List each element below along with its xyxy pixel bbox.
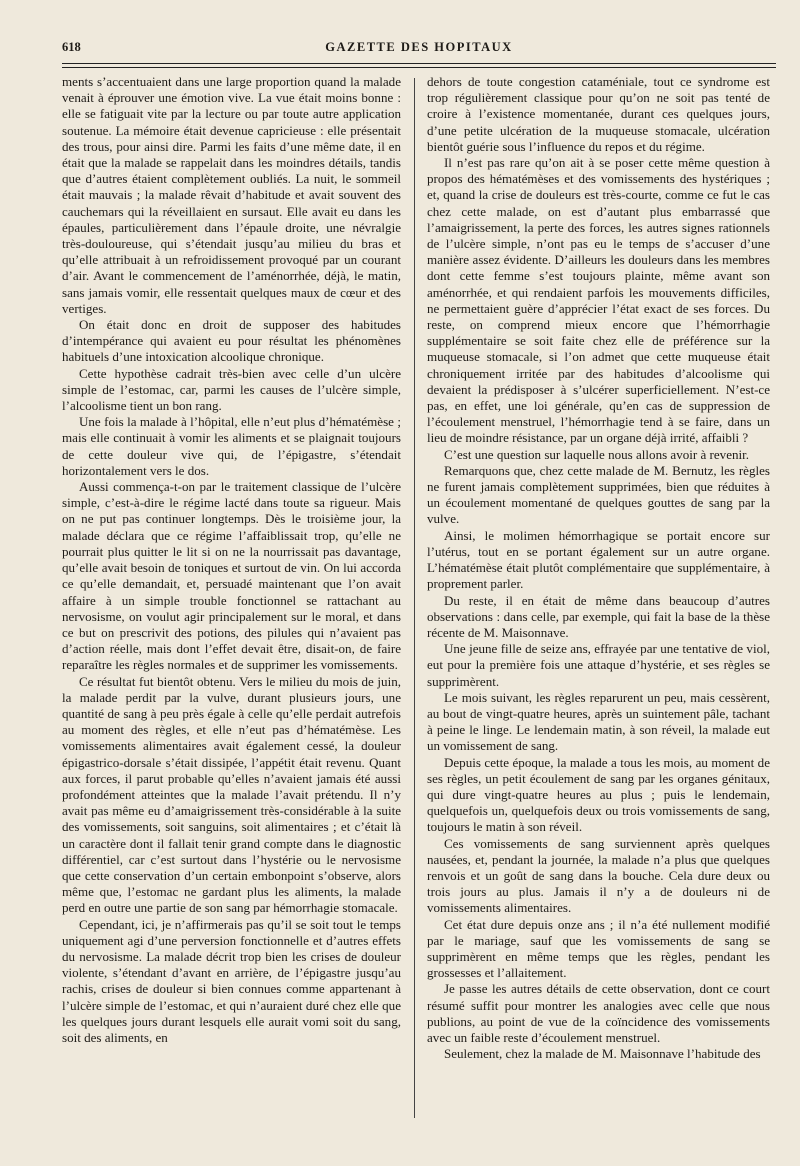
- header-rule-thick: [62, 63, 776, 64]
- paragraph: Remarquons que, chez cette malade de M. Bernutz, les règles ne furent jamais complètement supprimées, bien que réduites à un écoulement momentané de quelques gouttes de sang par la vulve.: [427, 462, 770, 527]
- paragraph: C’est une question sur laquelle nous allons avoir à revenir.: [443, 446, 750, 462]
- paragraph: Seulement, chez la malade de M. Maisonnave l’habitude des: [443, 1046, 761, 1062]
- paragraph: Ce résultat fut bientôt obtenu. Vers le milieu du mois de juin, la malade perdit par la vulve, durant plusieurs jours, une quantité de sang à peu près égale à celle qu’elle perdait autrefois au moment des règles, et elle n’eut pas d’hématémèse. Les vomissements alimentaires avait également cessé, la douleur épigastrico-dorsale s’était dissipée, l’appétit était revenu. Quant aux forces, il parut probable qu’elles n’avaient jamais été aussi profondément atteintes que la malade l’avait prétendu. Il n’y avait pas même eu d’amaigrissement très-considérable à la suite des vomissements, soit sanguins, soit alimentaires ; et c’était là un caractère dont il fallait tenir grand compte dans le diagnostic différentiel, car c’est surtout dans l’hystérie ou le nervosisme que cette conservation d’un certain embonpoint s’observe, alors même que, l’estomac ne gardant plus les aliments, la malade perd en outre une partie de son sang par hémorrhagie stomacale.: [62, 673, 401, 916]
- right-column: [427, 74, 770, 1144]
- journal-title: GAZETTE DES HOPITAUX: [325, 40, 513, 54]
- paragraph: Cet état dure depuis onze ans ; il n’a été nullement modifié par le mariage, sauf que les vomissements de sang se supprimèrent en même temps que les règles, pendant les grossesses et l’allaitement.: [427, 916, 770, 981]
- paragraph: Une jeune fille de seize ans, effrayée par une tentative de viol, eut pour la première fois une attaque d’hystérie, et ses règles se supprimèrent.: [427, 641, 770, 689]
- paragraph: ments s’accentuaient dans une large proportion quand la malade venait à éprouver une émotion vive. La vue était moins bonne : elle se fatiguait vite par la lecture ou par toute autre application soutenue. La mémoire était devenue capricieuse : elle présentait des trous, pour ainsi dire. Parmi les faits d’une même date, il en était que la malade se rappelait dans les moindres détails, tandis que d’autres étaient complètement oubliés. La nuit, le sommeil était mauvais ; la malade rêvait d’habitude et avait souvent des cauchemars qui la réveillaient en sursaut. Elle avait eu dans les épaules, particulièrement dans l’épaule droite, une névralgie très-douloureuse, qui s’étendait jusqu’au milieu du bras et qu’elle attribuait à un refroidissement provoqué par un courant d’air. Avant le commencement de l’aménorrhée, déjà, le matin, sans jamais vomir, elle ressentait quelques maux de cœur et des vertiges.: [62, 74, 401, 316]
- paragraph: Cette hypothèse cadrait très-bien avec celle d’un ulcère simple de l’estomac, car, parmi les causes de l’ulcère simple, l’alcoolisme tient un bon rang.: [62, 365, 401, 414]
- paragraph: Une fois la malade à l’hôpital, elle n’eut plus d’hématémèse ; mais elle continuait à vomir les aliments et se plaignait toujours de cette douleur vive qui, de l’épigastre, s’étendait horizontalement vers le dos.: [62, 414, 401, 478]
- left-column: [62, 74, 401, 1144]
- page-number: 618: [62, 40, 81, 54]
- paragraph: dehors de toute congestion cataméniale, tout ce syndrome est trop régulièrement classique pour qu’on ne soit pas tenté de croire à l’existence momentanée, durant ces quelques jours, d’une petite ulcération de la muqueuse stomacale, ulcération bientôt guérie sous l’influence du repos et du régime.: [427, 74, 770, 154]
- paragraph: Depuis cette époque, la malade a tous les mois, au moment de ses règles, un petit écoulement de sang par les organes génitaux, qui dure vingt-quatre heures au plus ; puis le lendemain, quelquefois un, quelquefois deux ou trois vomissements de sang, toujours le matin à son réveil.: [427, 754, 770, 835]
- paragraph: Ces vomissements de sang surviennent après quelques nausées, et, pendant la journée, la malade n’a plus que quelques renvois et un goût de sang dans la bouche. Cela dure deux ou trois jours au plus. Jamais il n’y a de douleurs ni de vomissements alimentaires.: [427, 835, 770, 916]
- running-header: [62, 38, 776, 60]
- paragraph: Aussi commença-t-on par le traitement classique de l’ulcère simple, c’est-à-dire le régime lacté dans toute sa rigueur. Mais on ne put pas continuer longtemps. Dès le troisième jour, la malade déclara que ce régime l’affaiblissait trop, qu’elle ne pourrait plus quitter le lit si on ne la nourrissait pas davantage, qu’elle avait besoin de toniques et surtout de vin. On lui accorda ce qu’elle demandait, et, persuadé maintenant que l’on avait affaire à un simple trouble fonctionnel se rattachant au nervosisme, on voulut agir principalement sur le moral, et dans ce but on prescrivit des potions, des pilules qui n’avaient pas d’action réelle, mais dont l’effet devait être, disait-on, de faire reparaître les règles normales et de supprimer les vomissements.: [62, 479, 401, 673]
- paragraph: Du reste, il en était de même dans beaucoup d’autres observations : dans celle, par exemple, qui fait la base de la thèse récente de M. Maisonnave.: [427, 592, 770, 640]
- column-divider: [414, 78, 415, 1118]
- paragraph: Cependant, ici, je n’affirmerais pas qu’il se soit tout le temps uniquement agi d’une perversion fonctionnelle et d’autres effets du nervosisme. La malade décrit trop bien les crises de douleur violente, s’étendant d’avant en arrière, de l’épigastre jusqu’au rachis, crises de douleur si bien connues comme appartenant à l’ulcère simple de l’estomac, et qui n’auraient duré chez elle que les quelques jours durant lesquels elle aurait vomi soit du sang, soit des aliments, en: [62, 916, 401, 1045]
- paragraph: Il n’est pas rare qu’on ait à se poser cette même question à propos des hématémèses et des vomissements des hystériques ; et, quand la crise de douleurs est très-courte, comme ce fut le cas chez cette malade, on est d’autant plus embarrassé que l’amaigrissement, la perte des forces, les autres signes rationnels de l’ulcère simple, n’ont pas eu le temps de s’accuser d’une manière assez évidente. D’ailleurs les douleurs dans les membres dont cette femme s’est toujours plainte, même avant son aménorrhée, et qui rendaient parfois les mouvements difficiles, ne permettaient guère d’apprécier l’état exact de ses forces. Du reste, on comprend mieux encore que l’hémorrhagie supplémentaire se soit faite chez elle de préférence sur la muqueuse stomacale, si l’on admet que cette muqueuse était chroniquement irritée par des habitudes d’alcoolisme qui devaient la prédisposer à s’ulcérer superficiellement. N’est-ce pas, en effet, une loi générale, qu’en cas de suppression de l’écoulement menstruel, l’hémorrhagie tend à se faire, dans un lieu de moindre résistance, par un organe déjà irrité, affaibli ?: [427, 155, 770, 446]
- header-rule-thin: [62, 67, 776, 68]
- paragraph: Le mois suivant, les règles reparurent un peu, mais cessèrent, au bout de vingt-quatre heures, après un suintement pâle, tachant à peine le linge. Le lendemain matin, à son réveil, la malade eut un vomissement de sang.: [427, 689, 770, 754]
- paragraph: On était donc en droit de supposer des habitudes d’intempérance qui avaient eu pour résultat les phénomènes habituels d’une intoxication alcoolique chronique.: [62, 317, 401, 365]
- paragraph: Je passe les autres détails de cette observation, dont ce court résumé suffit pour montrer les analogies avec celle que nous publions, au point de vue de la coïncidence des vomissements avec un faible reste d’écoulement menstruel.: [427, 981, 770, 1045]
- paragraph: Ainsi, le molimen hémorrhagique se portait encore sur l’utérus, tout en se portant également sur un autre organe. L’hématémèse était plutôt complémentaire que supplémentaire, à proprement parler.: [427, 527, 770, 592]
